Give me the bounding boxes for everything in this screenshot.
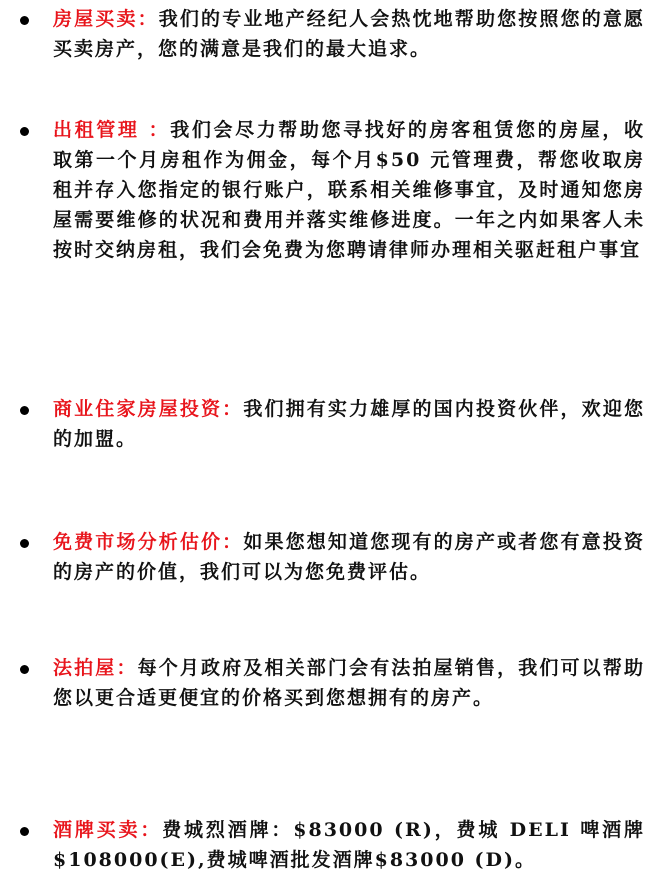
service-item-liquor-license <box>20 815 645 875</box>
service-item-foreclosure <box>20 653 645 713</box>
service-title: 商业住家房屋投资： <box>53 398 244 420</box>
service-item-free-appraisal <box>20 527 645 587</box>
service-text <box>53 527 645 587</box>
service-text <box>53 4 645 64</box>
bullet-icon <box>20 539 29 548</box>
service-text <box>53 653 645 713</box>
bullet-icon <box>20 406 29 415</box>
bullet-icon <box>20 665 29 674</box>
bullet-icon <box>20 827 29 836</box>
service-text <box>53 115 645 265</box>
service-title: 免费市场分析估价： <box>53 531 244 553</box>
service-description: 如果您想知道您现有的房产或者您有意投资的房产的价值，我们可以为您免费评估。 <box>53 531 645 583</box>
bullet-icon <box>20 127 29 136</box>
service-description: 我们的专业地产经纪人会热忱地帮助您按照您的意愿买卖房产，您的满意是我们的最大追求。 <box>53 8 645 60</box>
service-description: 我们会尽力帮助您寻找好的房客租赁您的房屋，收取第一个月房租作为佣金，每个月$50 元管理费，帮您收取房租并存入您指定的银行账户，联系相关维修事宜，及时通知您房屋需要维修的状况和费用并落实维修进度。一年之内如果客人未按时交纳房租，我们会免费为您聘请律师办理相关驱赶租户事宜 <box>53 119 645 261</box>
bullet-icon <box>20 16 29 25</box>
service-description: 我们拥有实力雄厚的国内投资伙伴，欢迎您的加盟。 <box>53 398 645 450</box>
service-item-investment <box>20 394 645 454</box>
service-text <box>53 394 645 454</box>
service-description: 费城烈酒牌：$83000 (R)，费城 DELI 啤酒牌$108000(E),费城啤酒批发酒牌$83000 (D)。 <box>53 819 645 871</box>
service-title: 出租管理 ： <box>53 119 171 141</box>
service-description: 每个月政府及相关部门会有法拍屋销售，我们可以帮助您以更合适更便宜的价格买到您想拥有的房产。 <box>53 657 645 709</box>
service-item-rental-management <box>20 115 645 265</box>
service-item-house-trading <box>20 4 645 64</box>
service-text <box>53 815 645 875</box>
service-title: 酒牌买卖： <box>53 819 163 841</box>
service-title: 法拍屋： <box>53 657 138 679</box>
service-title: 房屋买卖： <box>53 8 159 30</box>
